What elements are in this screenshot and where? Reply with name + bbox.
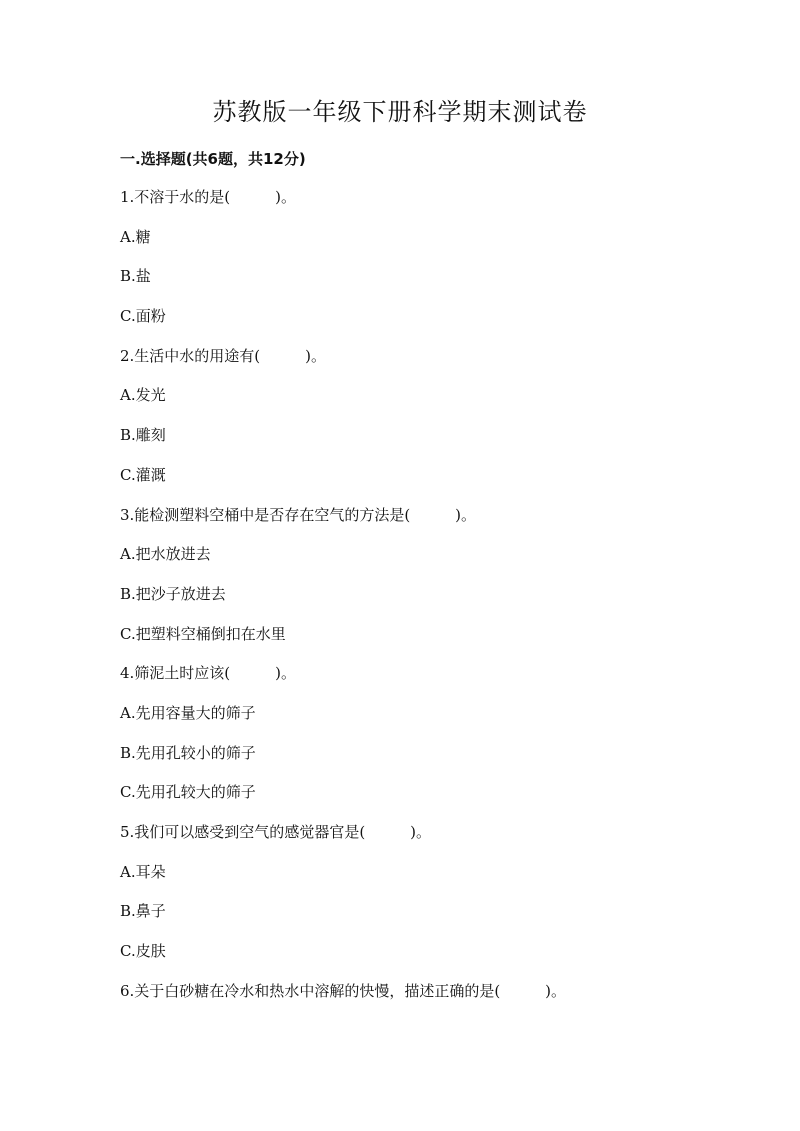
question-3-option-b: B.把沙子放进去	[120, 584, 226, 603]
question-2-option-c: C.灌溉	[120, 465, 166, 484]
question-5-option-a: A.耳朵	[120, 862, 166, 881]
question-4-stem: 4.筛泥土时应该( )。	[120, 664, 297, 683]
question-3-option-c: C.把塑料空桶倒扣在水里	[120, 624, 286, 643]
question-6-stem: 6.关于白砂糖在冷水和热水中溶解的快慢，描述正确的是( )。	[120, 981, 567, 1000]
question-3-stem: 3.能检测塑料空桶中是否存在空气的方法是( )。	[120, 505, 477, 524]
question-5-option-c: C.皮肤	[120, 942, 166, 961]
question-1-option-b: B.盐	[120, 267, 151, 286]
question-1-option-c: C.面粉	[120, 307, 166, 326]
question-4-option-b: B.先用孔较小的筛子	[120, 743, 256, 762]
question-1-stem: 1.不溶于水的是( )。	[120, 188, 297, 206]
question-5-stem: 5.我们可以感受到空气的感觉器官是( )。	[120, 823, 432, 841]
question-4-option-a: A.先用容量大的筛子	[120, 703, 256, 722]
question-2-option-a: A.发光	[120, 386, 166, 405]
question-1-option-a: A.糖	[120, 227, 151, 246]
question-2-option-b: B.雕刻	[120, 426, 166, 445]
page-title: 苏教版一年级下册科学期末测试卷	[212, 98, 588, 126]
section-heading: 一.选择题(共6题，共12分)	[120, 150, 306, 168]
question-list	[120, 186, 720, 1019]
question-5-option-b: B.鼻子	[120, 902, 166, 921]
question-3-option-a: A.把水放进去	[120, 545, 211, 564]
question-4-option-c: C.先用孔较大的筛子	[120, 783, 256, 802]
question-2-stem: 2.生活中水的用途有( )。	[120, 346, 327, 365]
